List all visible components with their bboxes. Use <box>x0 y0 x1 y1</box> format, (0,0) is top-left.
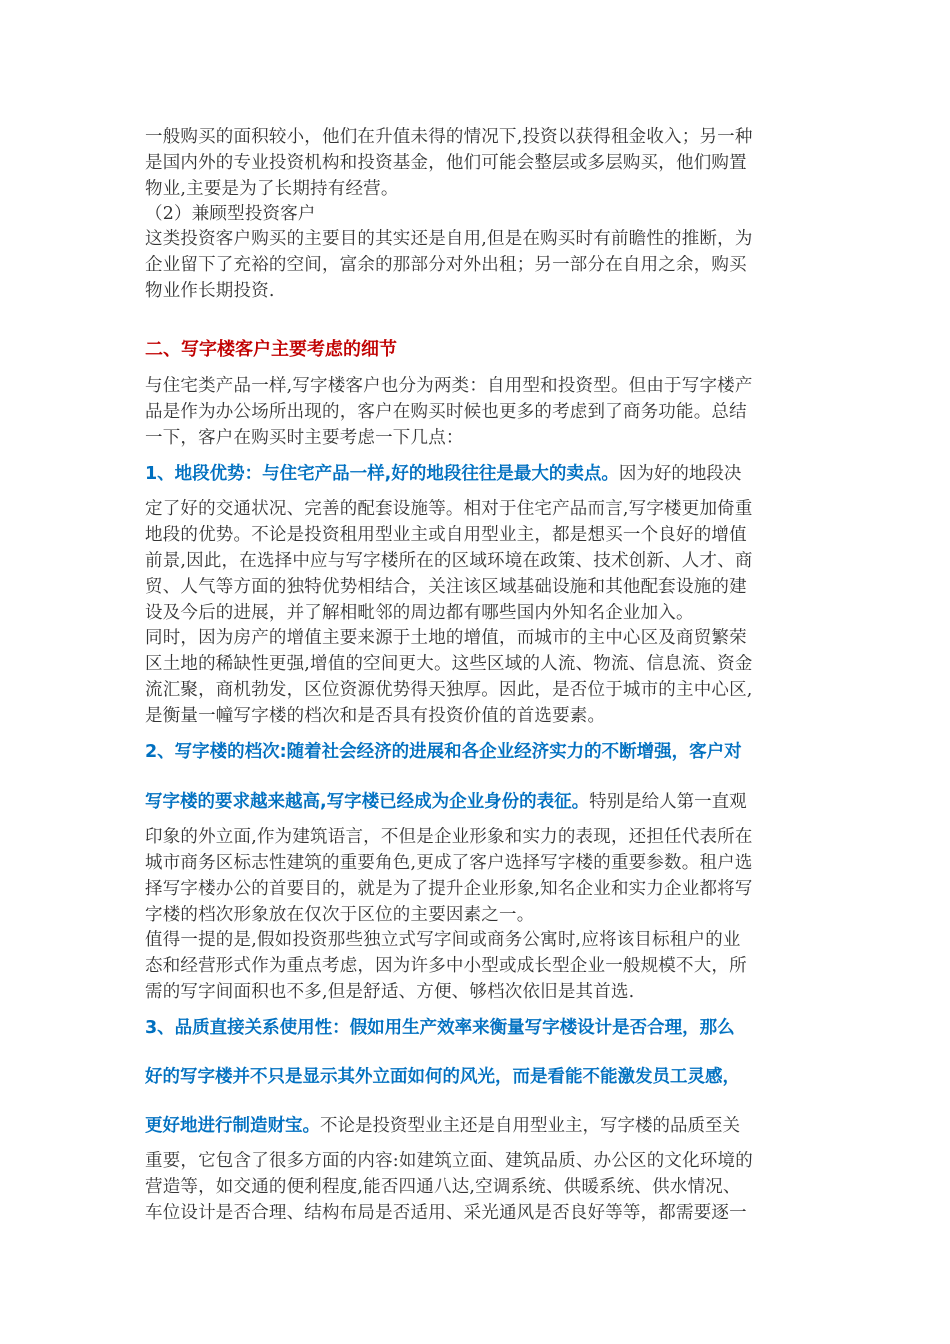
item-1-heading-tail: 因为好的地段决 <box>618 464 742 484</box>
text-line: 物业作长期投资. <box>145 281 275 301</box>
section-heading: 二、写字楼客户主要考虑的细节 <box>145 339 397 360</box>
item-3-heading-line-1 <box>145 1016 735 1040</box>
text-line: 态和经营形式作为重点考虑，因为许多中小型或成长型企业一般规模不大，所 <box>145 956 747 976</box>
text-line: 地段的优势。不论是投资租用型业主或自用型业主，都是想买一个良好的增值 <box>145 525 747 545</box>
item-1-heading: 1、地段优势：与住宅产品一样,好的地段往往是最大的卖点。 <box>145 464 619 484</box>
text-line: （2）兼顾型投资客户 <box>145 204 316 224</box>
text-line: 重要，它包含了很多方面的内容:如建筑立面、建筑品质、办公区的文化环境的 <box>145 1151 753 1171</box>
item-2-heading: 2、写字楼的档次:随着社会经济的进展和各企业经济实力的不断增强，客户对 <box>145 742 742 762</box>
item-2-heading-cont: 写字楼的要求越来越高,写字楼已经成为企业身份的表征。 <box>145 792 590 812</box>
text-line: 企业留下了充裕的空间，富余的那部分对外出租；另一部分在自用之余，购买 <box>145 255 747 275</box>
text-line: 与住宅类产品一样,写字楼客户也分为两类：自用型和投资型。但由于写字楼产 <box>145 376 753 396</box>
item-2-heading-line-2 <box>145 790 747 814</box>
text-line: 是国内外的专业投资机构和投资基金，他们可能会整层或多层购买，他们购置 <box>145 153 747 173</box>
text-line: 车位设计是否合理、结构布局是否适用、采光通风是否良好等等，都需要逐一 <box>145 1203 747 1223</box>
text-line: 城市商务区标志性建筑的重要角色,更成了客户选择写字楼的重要参数。租户选 <box>145 853 753 873</box>
item-2-heading-tail: 特别是给人第一直观 <box>589 792 747 812</box>
text-line: 定了好的交通状况、完善的配套设施等。相对于住宅产品而言,写字楼更加倚重 <box>145 499 753 519</box>
text-line: 印象的外立面,作为建筑语言，不但是企业形象和实力的表现，还担任代表所在 <box>145 827 753 847</box>
item-3-heading-cont: 好的写字楼并不只是显示其外立面如何的风光，而是看能不能激发员工灵感， <box>145 1067 740 1087</box>
text-line: 贸、人气等方面的独特优势相结合，关注该区域基础设施和其他配套设施的建 <box>145 577 747 597</box>
text-line: 区土地的稀缺性更强,增值的空间更大。这些区域的人流、物流、信息流、资金 <box>145 654 753 674</box>
text-line: 流汇聚，商机勃发，区位资源优势得天独厚。因此，是否位于城市的主中心区, <box>145 680 753 700</box>
text-line: 需的写字间面积也不多,但是舒适、方便、够档次依旧是其首选. <box>145 982 635 1002</box>
text-line: 这类投资客户购买的主要目的其实还是自用,但是在购买时有前瞻性的推断，为 <box>145 229 753 249</box>
item-3-heading-tail: 不论是投资型业主还是自用型业主，写字楼的品质至关 <box>320 1116 740 1136</box>
text-line: 物业,主要是为了长期持有经营。 <box>145 179 399 199</box>
text-line: 值得一提的是,假如投资那些独立式写字间或商务公寓时,应将该目标租户的业 <box>145 930 741 950</box>
text-line: 营造等，如交通的便利程度,能否四通八达,空调系统、供暖系统、供水情况、 <box>145 1177 741 1197</box>
text-line: 设及今后的进展，并了解相毗邻的周边都有哪些国内外知名企业加入。 <box>145 603 694 623</box>
text-line: 一般购买的面积较小，他们在升值未得的情况下,投资以获得租金收入；另一种 <box>145 127 753 147</box>
item-3-heading-end: 更好地进行制造财宝。 <box>145 1116 320 1136</box>
text-line: 同时，因为房产的增值主要来源于土地的增值，而城市的主中心区及商贸繁荣 <box>145 628 747 648</box>
text-line: 品是作为办公场所出现的，客户在购买时候也更多的考虑到了商务功能。总结 <box>145 402 747 422</box>
text-line: 择写字楼办公的首要目的，就是为了提升企业形象,知名企业和实力企业都将写 <box>145 879 753 899</box>
item-2-heading-line-1 <box>145 740 742 764</box>
item-3-heading-line-2 <box>145 1065 740 1089</box>
text-line: 一下，客户在购买时主要考虑一下几点： <box>145 428 464 448</box>
text-line: 字楼的档次形象放在仅次于区位的主要因素之一。 <box>145 905 535 925</box>
text-line: 是衡量一幢写字楼的档次和是否具有投资价值的首选要素。 <box>145 706 606 726</box>
text-line: 前景,因此，在选择中应与写字楼所在的区域环境在政策、技术创新、人才、商 <box>145 551 753 571</box>
item-3-heading-line-3 <box>145 1114 740 1138</box>
item-1-heading-line <box>145 462 741 486</box>
item-3-heading: 3、品质直接关系使用性：假如用生产效率来衡量写字楼设计是否合理，那么 <box>145 1018 735 1038</box>
